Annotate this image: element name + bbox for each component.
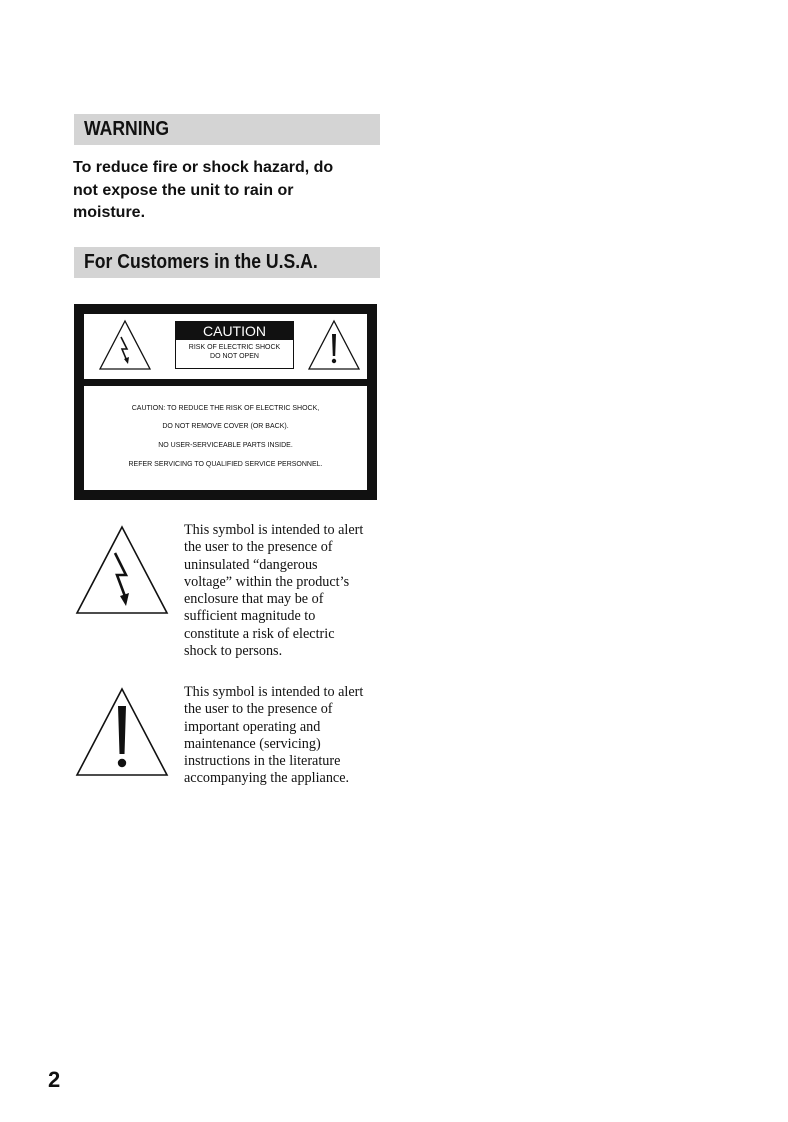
description-line: accompanying the appliance. [184,770,350,787]
warning-line: moisture. [73,204,146,221]
description-line: uninsulated “dangerous [184,556,318,573]
caution-label-header [84,314,367,379]
caution-label-line: DO NOT REMOVE COVER (OR BACK). [162,423,289,430]
caution-box [175,321,294,369]
description-line: shock to persons. [184,643,283,660]
description-line: voltage” within the product’s [184,573,350,590]
lightning-triangle-icon [74,524,170,616]
description-line: the user to the presence of [184,539,333,556]
caution-label-line: REFER SERVICING TO QUALIFIED SERVICE PERSONNEL. [128,461,323,468]
description-line: This symbol is intended to alert [184,522,364,538]
caution-subtitle-line: RISK OF ELECTRIC SHOCK [188,344,281,351]
shock-symbol-description [184,522,384,660]
description-line: the user to the presence of [184,701,333,718]
description-line: sufficient magnitude to [184,608,316,625]
description-line: instructions in the literature [184,753,341,770]
page-number: 2 [48,1067,61,1092]
caution-subtitle [176,343,293,361]
caution-label-line: CAUTION: TO REDUCE THE RISK OF ELECTRIC SHOCK, [131,405,320,412]
warning-line: not expose the unit to rain or [73,181,294,199]
description-line: This symbol is intended to alert [184,684,364,700]
warning-line: To reduce fire or shock hazard, do [73,159,334,176]
caution-label-line: NO USER-SERVICEABLE PARTS INSIDE. [158,442,293,449]
lightning-triangle-icon [97,318,153,372]
usa-heading-text: For Customers in the U.S.A. [84,251,318,273]
caution-label [74,304,377,500]
attention-symbol-description [184,684,384,788]
caution-subtitle-line: DO NOT OPEN [210,353,259,360]
exclamation-triangle-icon [306,318,362,372]
description-line: constitute a risk of electric [184,625,335,642]
description-line: enclosure that may be of [184,591,324,608]
caution-label-body [84,386,367,490]
warning-paragraph [73,157,383,225]
warning-heading-text: WARNING [84,118,170,140]
warning-heading [74,114,380,145]
usa-heading [74,247,380,278]
description-line: maintenance (servicing) [184,735,321,752]
description-line: important operating and [184,718,321,735]
exclamation-triangle-icon [74,686,170,778]
caution-title: CAUTION [176,322,293,340]
